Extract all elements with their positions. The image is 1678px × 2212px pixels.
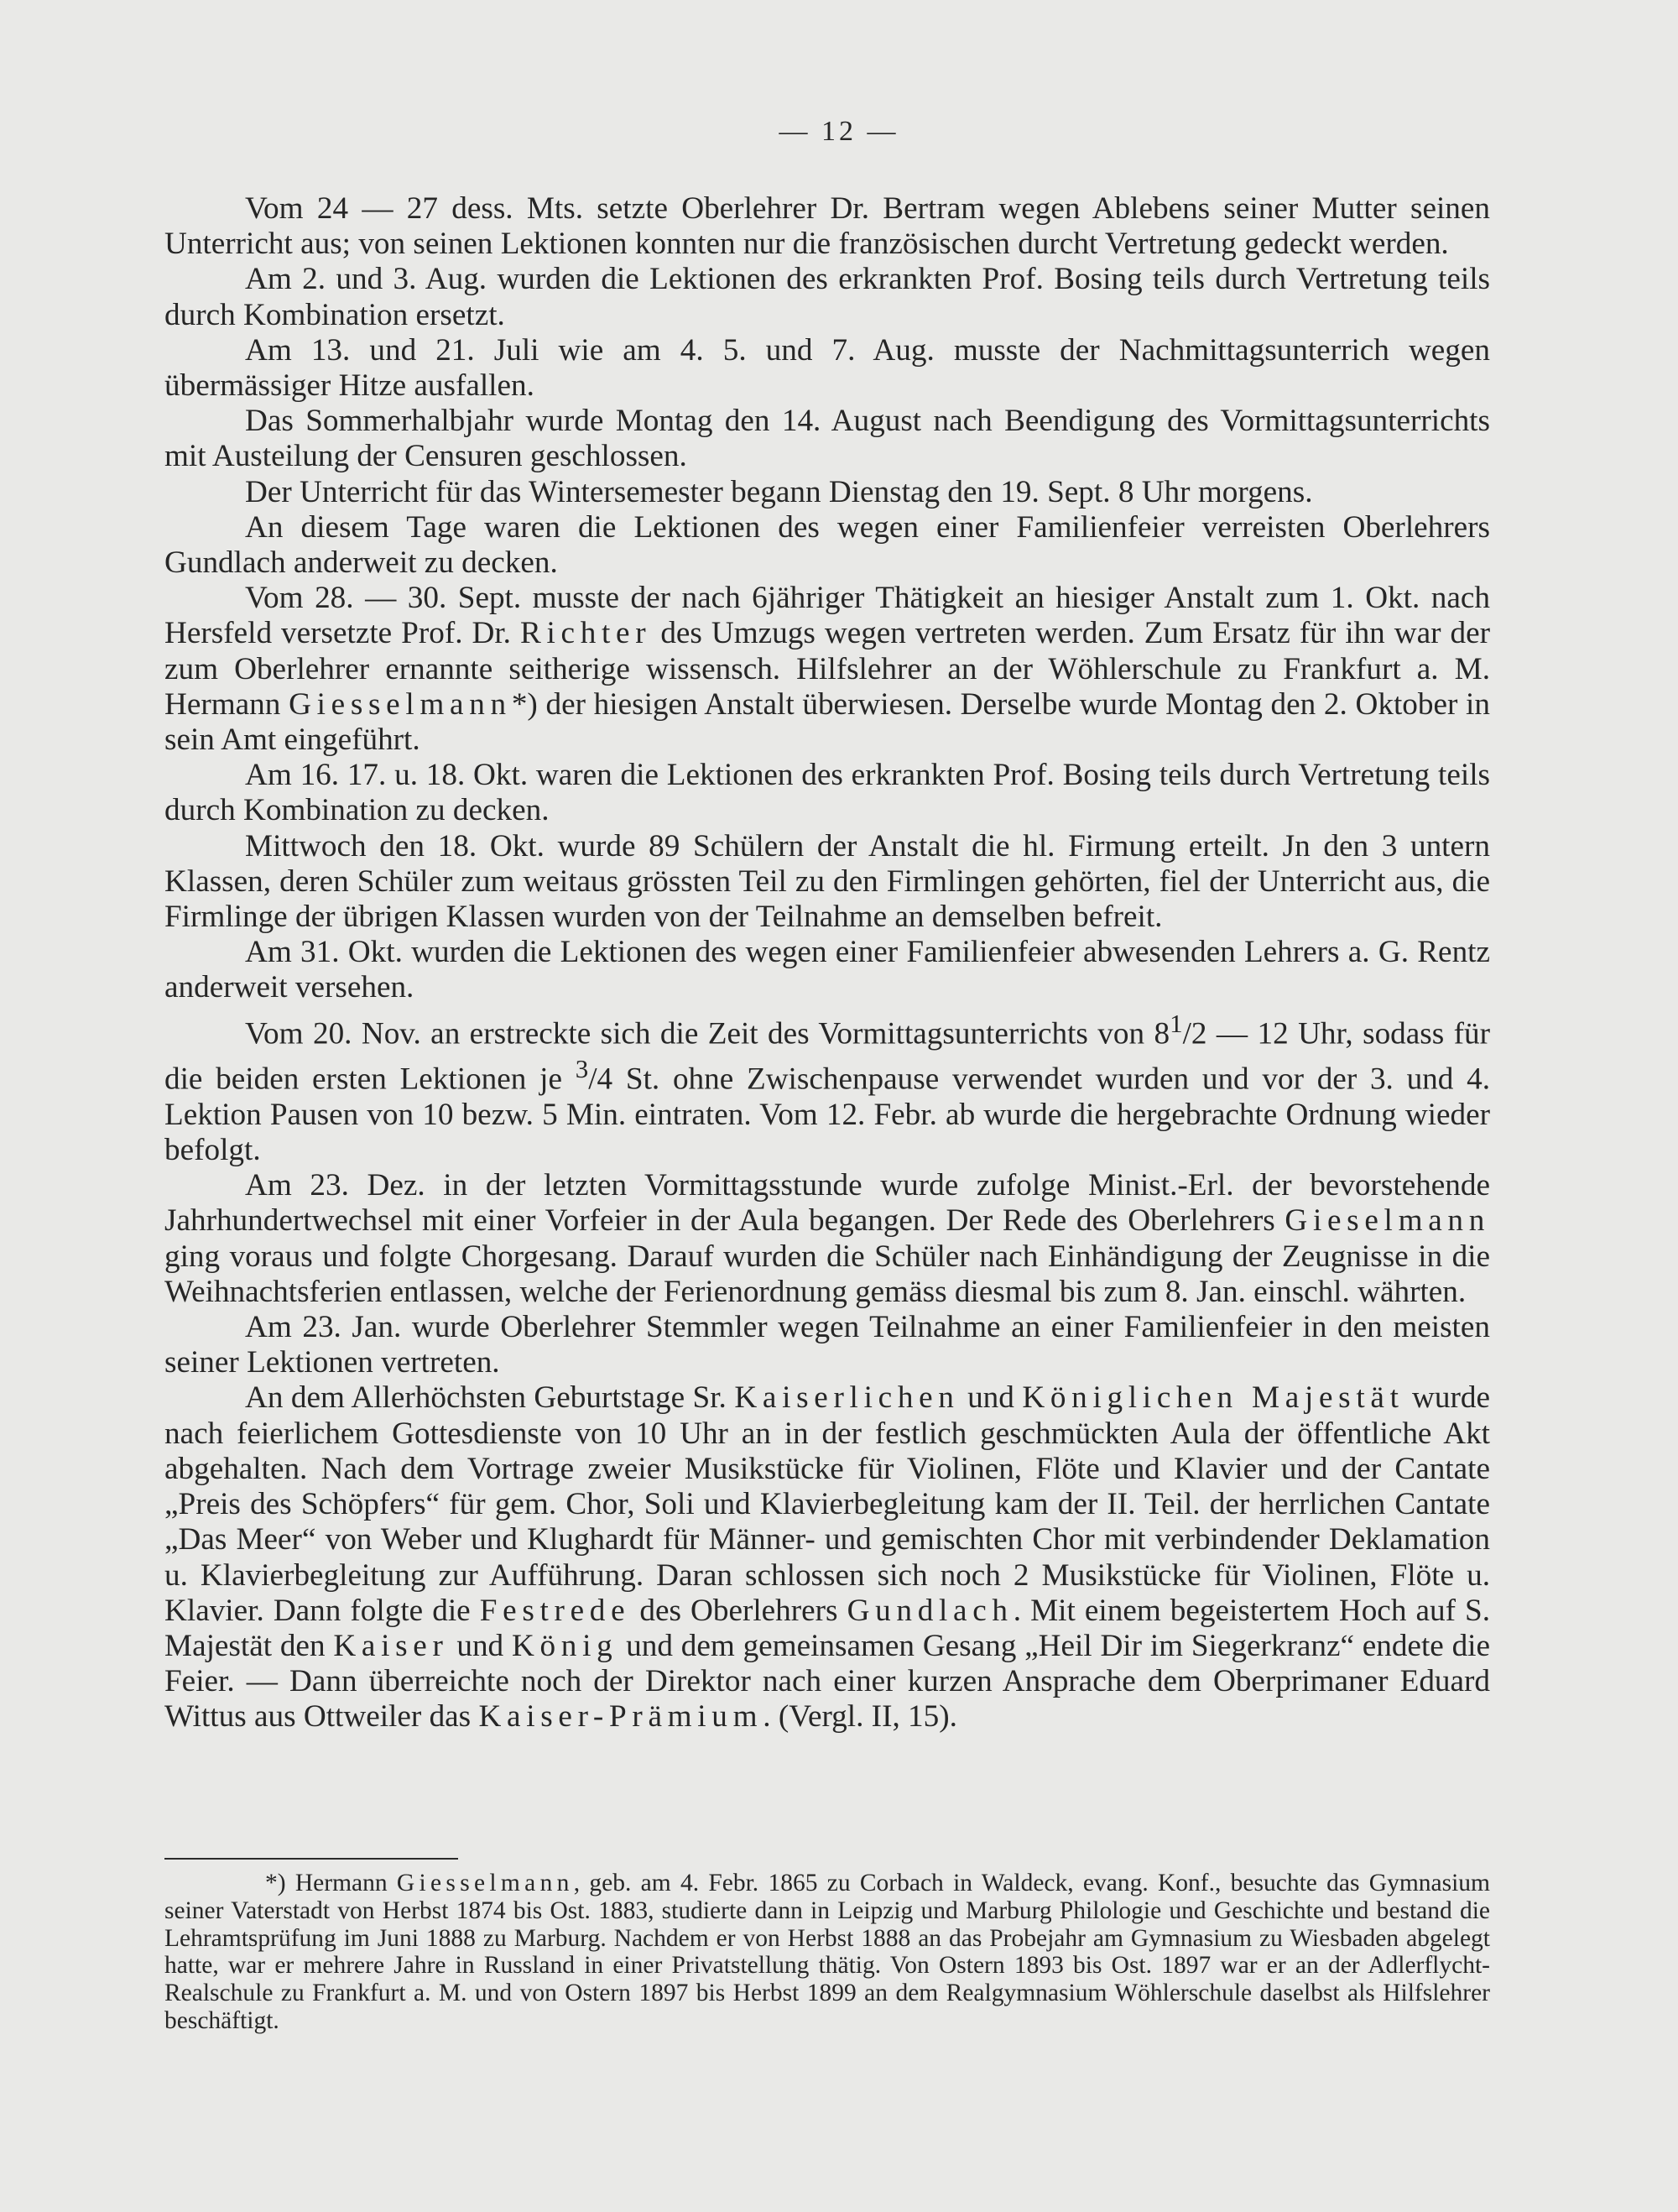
text-run: und <box>448 1628 512 1663</box>
paragraph: Mittwoch den 18. Okt. wurde 89 Schülern der Anstalt die hl. Firmung erteilt. Jn den 3 untern Klassen, deren Schüler zum weitaus grössten Teil zu den Firmlingen gehörten, fiel der Unterricht aus, die Firmlinge der übrigen Klassen wurden von der Teilnahme an demselben befreit. <box>164 828 1490 935</box>
text-run: . Mit einem begeistertem Hoch auf S. Majestät den <box>164 1593 1490 1663</box>
paragraph: Am 31. Okt. wurden die Lektionen des wegen einer Familienfeier abwesenden Lehrers a. G. Rentz anderweit versehen. <box>164 935 1490 1005</box>
spaced-text: Königlichen Majestät <box>1022 1380 1404 1416</box>
text-run: — 12 Uhr, sodass für die beiden ersten Lektionen je <box>164 1016 1490 1097</box>
paragraph: Am 23. Jan. wurde Oberlehrer Stemmler wegen Teilnahme an einer Familienfeier in den meisten seiner Lektionen vertreten. <box>164 1310 1490 1380</box>
paragraph: Vom 24 — 27 dess. Mts. setzte Oberlehrer Dr. Bertram wegen Ablebens seiner Mutter seinen Unterricht aus; von seinen Lektionen konnten nur die französischen durcht Vertretung gedeckt werden. <box>164 191 1490 262</box>
spaced-name: Giesselmann <box>289 686 512 722</box>
spaced-name: Richter <box>519 616 652 651</box>
page-number: — 12 — <box>779 116 899 147</box>
text-run: wurde nach feierlichem Gottesdienste von 10 Uhr an in der festlich geschmückten Aula der öffentliche Akt abgehalten. Nach dem Vortrage zweier Musikstücke für Violinen, Flöte und Klavier und der Cantate „Preis des Schöpfers“ für gem. Chor, Soli und Klavierbegleitung kam der II. Teil. der herrlichen Cantate „Das Meer“ von Weber und Klughardt für Männer- und gemischten Chor mit verbindender Deklamation u. Klavierbegleitung zur Aufführung. Daran schlossen sich noch 2 Musikstücke für Violinen, Flöte u. Klavier. Dann folgte die <box>164 1380 1490 1628</box>
fraction: /2 <box>1182 1016 1207 1051</box>
text-run: Vom 20. Nov. an erstreckte sich die Zeit des Vormittagsunterrichts von 8 <box>245 1016 1170 1051</box>
text-run: *) Hermann <box>265 1870 397 1896</box>
paragraph <box>164 1168 1490 1310</box>
paragraph <box>164 1006 1490 1169</box>
spaced-text: Kaiser <box>333 1628 449 1663</box>
text-run: des Oberlehrers <box>630 1593 847 1628</box>
text-run: *) der hiesigen Anstalt überwiesen. Derselbe wurde Montag den 2. Oktober in sein Amt eingeführt. <box>164 686 1490 758</box>
footnote <box>164 1870 1490 2035</box>
text-run: . (Vergl. II, 15). <box>763 1699 957 1735</box>
spaced-name: Gieselmann <box>1285 1203 1490 1239</box>
paragraph: Am 16. 17. u. 18. Okt. waren die Lektionen des erkrankten Prof. Bosing teils durch Vertretung teils durch Kombination zu decken. <box>164 758 1490 828</box>
spaced-text: Kaiserlichen <box>734 1380 960 1416</box>
text-run: und dem gemeinsamen Gesang „Heil Dir im Siegerkranz“ endete die Feier. — Dann überreichte noch der Direktor nach einer kurzen Ansprache dem Oberprimaner Eduard Wittus aus Ottweiler das <box>164 1628 1491 1735</box>
paragraph <box>164 581 1490 758</box>
text-run: ging voraus und folgte Chorgesang. Darauf wurden die Schüler nach Einhändigung der Zeugnisse in die Weihnachtsferien entlassen, welche der Ferienordnung gemäss diesmal bis zum 8. Jan. einschl. währten. <box>164 1239 1490 1309</box>
spaced-text: Kaiser-Prämium <box>478 1699 763 1735</box>
superscript: 3 <box>575 1054 589 1084</box>
superscript: 1 <box>1170 1008 1183 1038</box>
spaced-name: Giesselmann <box>396 1870 574 1896</box>
spaced-name: Gundlach <box>847 1593 1014 1628</box>
paragraph: Das Sommerhalbjahr wurde Montag den 14. August nach Beendigung des Vormittagsunterrichts mit Austeilung der Censuren geschlossen. <box>164 404 1490 474</box>
spaced-text: König <box>511 1628 618 1663</box>
paragraph <box>164 1380 1490 1735</box>
text-run: An dem Allerhöchsten Geburtstage Sr. <box>245 1380 735 1416</box>
paragraph: Am 2. und 3. Aug. wurden die Lektionen des erkrankten Prof. Bosing teils durch Vertretung teils durch Kombination ersetzt. <box>164 262 1490 332</box>
footnote-paragraph <box>164 1870 1490 2035</box>
text-run: und <box>959 1380 1023 1416</box>
fraction: /4 <box>588 1062 613 1097</box>
text-run: Am 23. Dez. in der letzten Vormittagsstunde wurde zufolge Minist.-Erl. der bevorstehende Jahrhundertwechsel mit einer Vorfeier in der Aula begangen. Der Rede des Oberlehrers <box>164 1168 1490 1239</box>
paragraph: Der Unterricht für das Wintersemester begann Dienstag den 19. Sept. 8 Uhr morgens. <box>245 474 1313 509</box>
footnote-rule <box>164 1858 458 1860</box>
paragraph: Am 13. und 21. Juli wie am 4. 5. und 7. Aug. musste der Nachmittagsunterrich wegen übermässiger Hitze ausfallen. <box>164 332 1490 404</box>
text-run: St. ohne Zwischenpause verwendet wurden und vor der 3. und 4. Lektion Pausen von 10 bezw. 5 Min. eintraten. Vom 12. Febr. ab wurde die hergebrachte Ordnung wieder befolgt. <box>164 1062 1491 1168</box>
spaced-text: Festrede <box>479 1593 631 1628</box>
text-run: , geb. am 4. Febr. 1865 zu Corbach in Waldeck, evang. Konf., besuchte das Gymnasium seiner Vaterstadt von Herbst 1874 bis Ost. 1883, studierte dann in Leipzig und Marburg Philologie und Geschichte und bestand die Lehramtsprüfung im Juni 1888 zu Marburg. Nachdem er von Herbst 1888 an das Probejahr am Gymnasium zu Wiesbaden abgelegt hatte, war er mehrere Jahre in Russland in einer Privatstellung thätig. Von Ostern 1893 bis Ost. 1897 war er an der Adlerflycht-Realschule zu Frankfurt a. M. und von Ostern 1897 bis Herbst 1899 an dem Realgymnasium Wöhlerschule daselbst als Hilfslehrer beschäftigt. <box>164 1870 1490 2034</box>
body-text <box>164 191 1490 1735</box>
text-run: Vom 28. — 30. Sept. musste der nach 6jähriger Thätigkeit an hiesiger Anstalt zum 1. Okt. nach Hersfeld versetzte Prof. Dr. <box>164 581 1490 651</box>
paragraph: An diesem Tage waren die Lektionen des wegen einer Familienfeier verreisten Oberlehrers Gundlach anderweit zu decken. <box>164 509 1490 581</box>
text-run: des Umzugs wegen vertreten werden. Zum Ersatz für ihn war der zum Oberlehrer ernannte seitherige wissensch. Hilfslehrer an der Wöhlerschule zu Frankfurt a. M. Hermann <box>164 616 1490 722</box>
